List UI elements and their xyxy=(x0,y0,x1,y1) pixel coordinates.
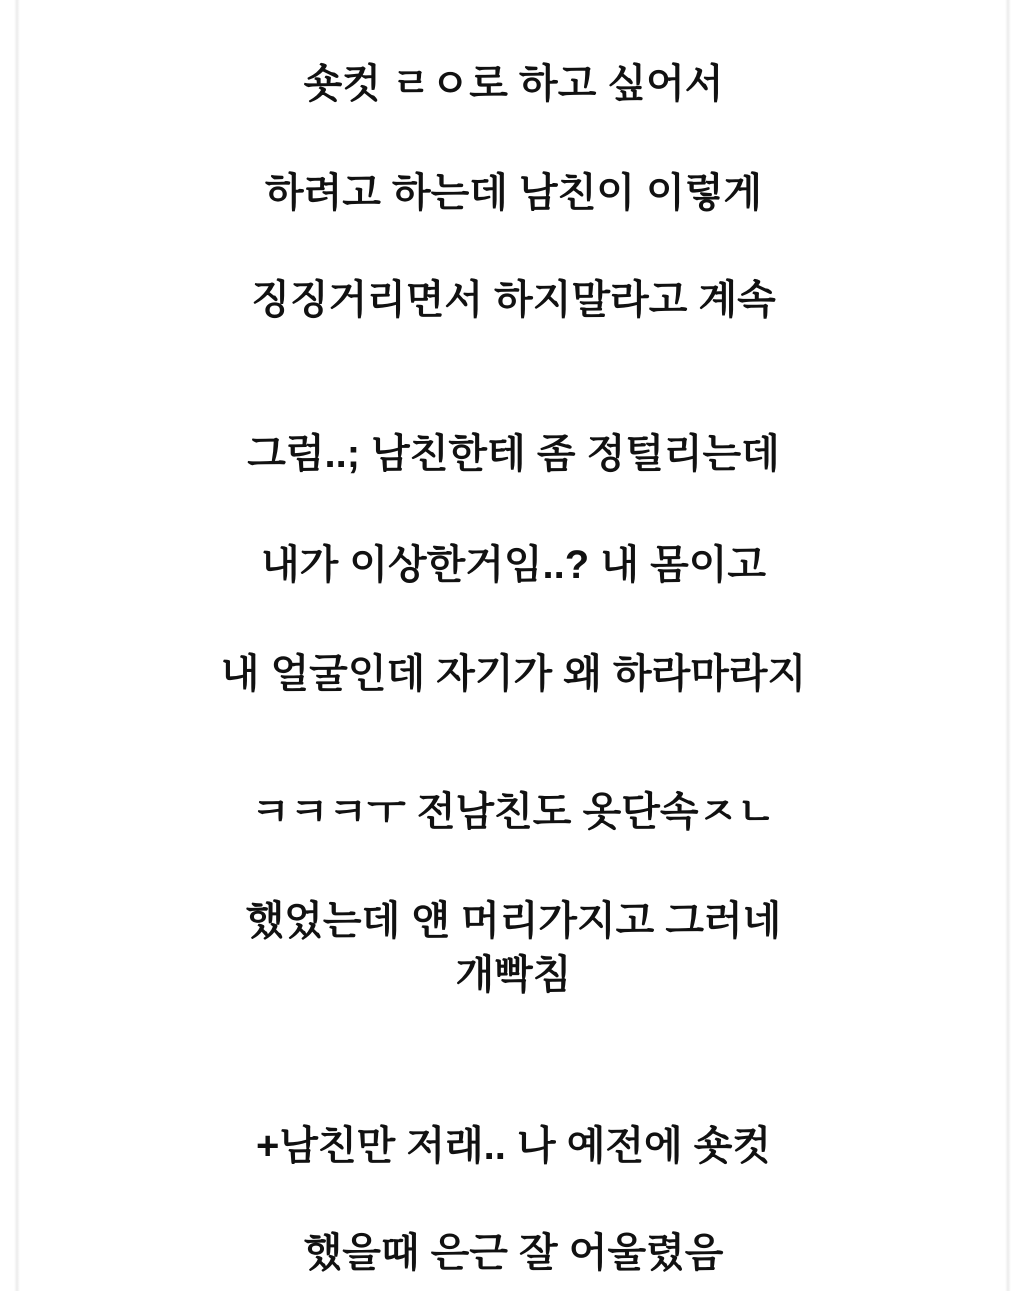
post-line: 그럼..; 남친한테 좀 정털리는데 xyxy=(247,432,780,476)
post-line: 했었는데 얜 머리가지고 그러네 xyxy=(245,899,782,943)
post-line: 내가 이상한거임..? 내 몸이고 xyxy=(260,543,767,587)
post-line: +남친만 저래.. 나 예전에 숏컷 xyxy=(255,1124,772,1168)
post-line: 숏컷 ㄹㅇ로 하고 싶어서 xyxy=(303,62,724,106)
post-line: 징징거리면서 하지말라고 계속 xyxy=(251,278,776,322)
post-line: ㅋㅋㅋㅜ 전남친도 옷단속ㅈㄴ xyxy=(251,790,776,834)
post-line: 개빡침 xyxy=(455,953,572,997)
post-line: 했을때 은근 잘 어울렸음 xyxy=(303,1231,724,1275)
post-line: 하려고 하는데 남친이 이렇게 xyxy=(264,171,763,215)
post-line: 내 얼굴인데 자기가 왜 하라마라지 xyxy=(220,652,807,696)
